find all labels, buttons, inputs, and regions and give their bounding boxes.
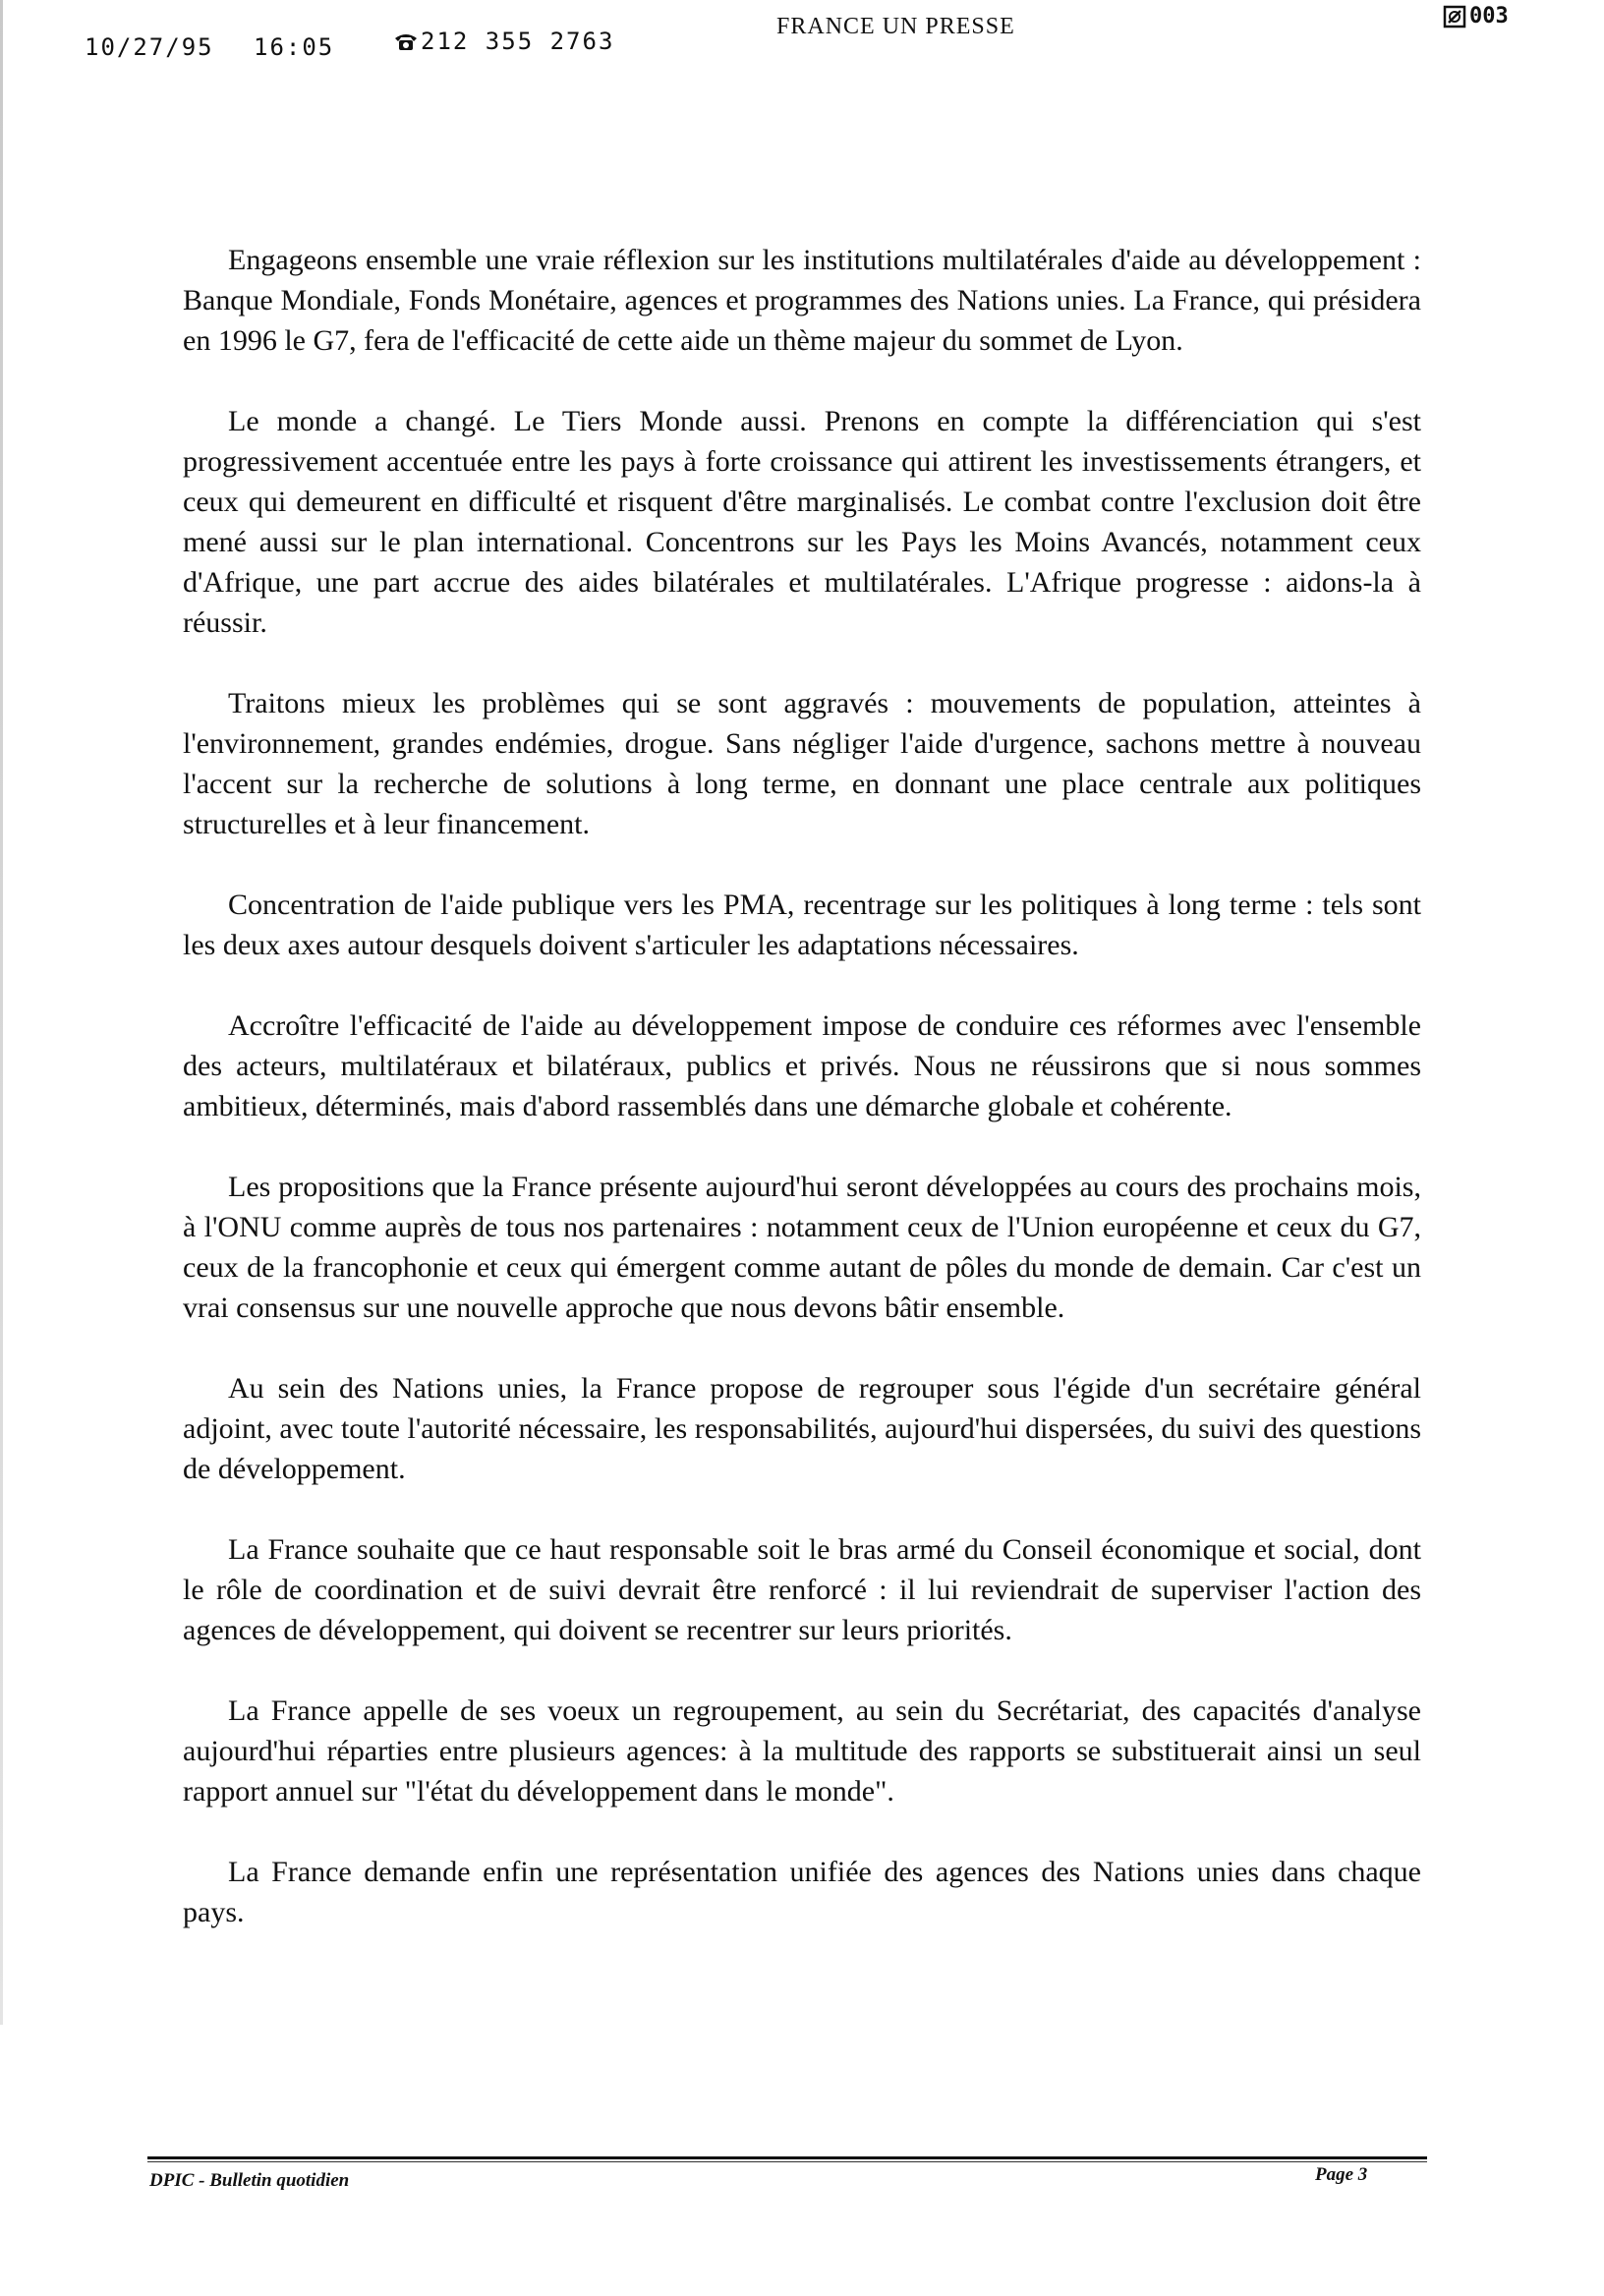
paragraph: La France appelle de ses voeux un regroupement, au sein du Secrétariat, des capacités d'analyse aujourd'hui réparties entre plusieurs agences: à la multitude des rapports se substituerait ainsi un seul rapport annuel sur "l'état du développement dans le monde". xyxy=(183,1694,1421,1808)
footer-page-number: Page 3 xyxy=(1315,2164,1368,2185)
fax-sender: FRANCE UN PRESSE xyxy=(776,14,1015,39)
document-body xyxy=(183,240,1421,1973)
paragraph: Accroître l'efficacité de l'aide au développement impose de conduire ces réformes avec l'ensemble des acteurs, multilatéraux et bilatéraux, publics et privés. Nous ne réussirons que si nous sommes ambitieux, déterminés, mais d'abord rassemblés dans une démarche globale et cohérente. xyxy=(183,1009,1421,1122)
paragraph: Concentration de l'aide publique vers les PMA, recentrage sur les politiques à long terme : tels sont les deux axes autour desquels doivent s'articuler les adaptations nécessaires. xyxy=(183,889,1421,961)
fax-phone xyxy=(393,28,614,55)
paragraph: La France souhaite que ce haut responsable soit le bras armé du Conseil économique et social, dont le rôle de coordination et de suivi devrait être renforcé : il lui reviendrait de superviser l'action des agences de développement, qui doivent se recentrer sur leurs priorités. xyxy=(183,1533,1421,1646)
fax-time: 16:05 xyxy=(254,33,335,61)
paragraph: Au sein des Nations unies, la France propose de regrouper sous l'égide d'un secrétaire général adjoint, avec toute l'autorité nécessaire, les responsabilités, aujourd'hui dispersées, du suivi des questions de développement. xyxy=(183,1372,1421,1485)
footer-rule xyxy=(147,2156,1427,2159)
fax-box-icon xyxy=(1443,5,1466,29)
paragraph: Les propositions que la France présente aujourd'hui seront développées au cours des prochains mois, à l'ONU comme auprès de tous nos partenaires : notamment ceux de l'Union européenne et ceux du G7, ceux de la francophonie et ceux qui émergent comme autant de pôles du monde de demain. Car c'est un vrai consensus sur une nouvelle approche que nous devons bâtir ensemble. xyxy=(183,1171,1421,1324)
paragraph: La France demande enfin une représentation unifiée des agences des Nations unies dans chaque pays. xyxy=(183,1856,1421,1928)
phone-icon xyxy=(393,30,419,52)
paragraph: Engageons ensemble une vraie réflexion sur les institutions multilatérales d'aide au développement : Banque Mondiale, Fonds Monétaire, agences et programmes des Nations unies. La France, qui présidera en 1996 le G7, fera de l'efficacité de cette aide un thème majeur du sommet de Lyon. xyxy=(183,244,1421,357)
fax-date: 10/27/95 xyxy=(85,33,214,61)
fax-header xyxy=(0,0,1604,79)
fax-page-indicator xyxy=(1443,4,1509,29)
footer-rule-thin xyxy=(147,2161,1427,2162)
paragraph: Traitons mieux les problèmes qui se sont aggravés : mouvements de population, atteintes à l'environnement, grandes endémies, drogue. Sans négliger l'aide d'urgence, sachons mettre à nouveau l'accent sur la recherche de solutions à long terme, en donnant une place centrale aux politiques structurelles et à leur financement. xyxy=(183,687,1421,840)
fax-phone-number: 212 355 2763 xyxy=(421,28,615,55)
scan-edge xyxy=(0,0,3,2025)
fax-page-code: 003 xyxy=(1469,4,1509,29)
paragraph: Le monde a changé. Le Tiers Monde aussi. Prenons en compte la différenciation qui s'est progressivement accentuée entre les pays à forte croissance qui attirent les investissements étrangers, et ceux qui demeurent en difficulté et risquent d'être marginalisés. Le combat contre l'exclusion doit être mené aussi sur le plan international. Concentrons sur les Pays les Moins Avancés, notamment ceux d'Afrique, une part accrue des aides bilatérales et multilatérales. L'Afrique progresse : aidons-la à réussir. xyxy=(183,405,1421,639)
footer-publication: DPIC - Bulletin quotidien xyxy=(149,2170,350,2191)
